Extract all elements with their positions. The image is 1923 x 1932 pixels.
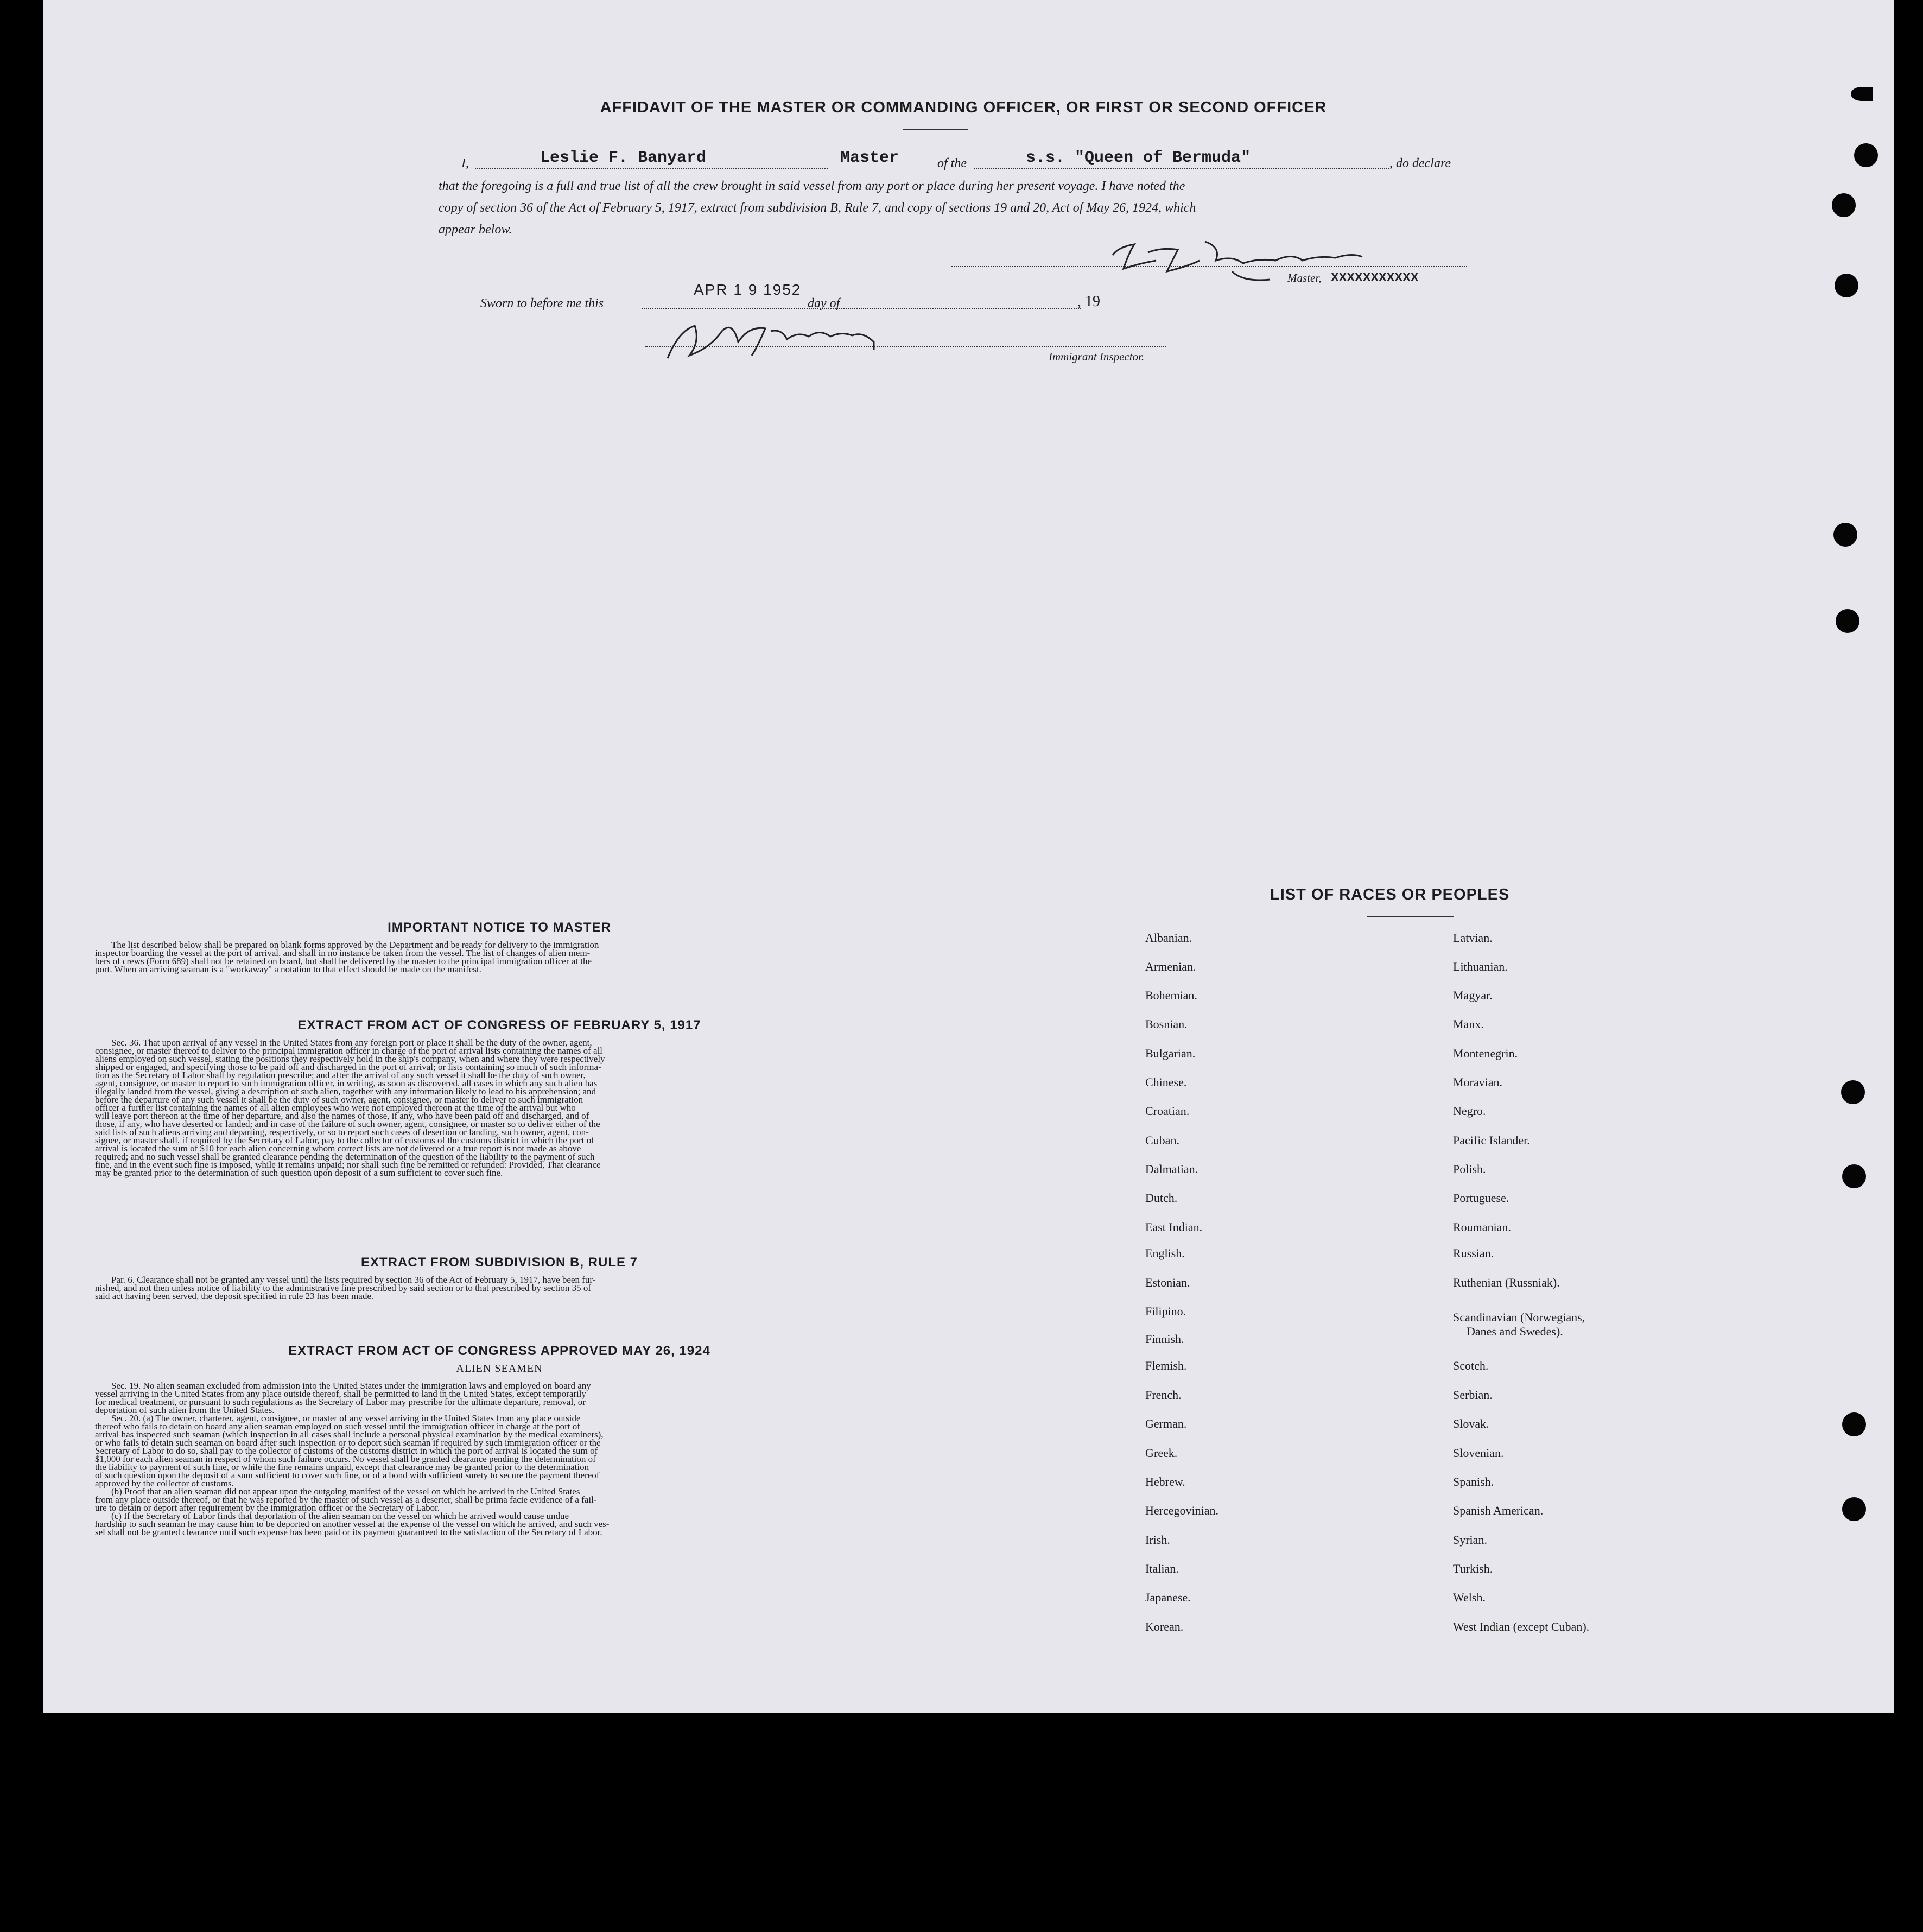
race-right-item: Slovenian.	[1453, 1446, 1504, 1460]
punch-hole-icon	[1841, 1080, 1865, 1104]
extract-1917-line: fine, and in the event such fine is imposed, while it remains unpaid; nor shall such fine be remitted or refunded: Provided, That clearance	[95, 1160, 601, 1170]
rank: Master	[840, 149, 899, 167]
race-right-item: Montenegrin.	[1453, 1047, 1518, 1060]
inspector-label: Immigrant Inspector.	[1049, 350, 1145, 363]
extract-1924-line: the liability to payment of such fine, or while the fine remains unpaid, except that clearance may be granted prior to the determination	[95, 1462, 589, 1472]
extract-rule7-line: Par. 6. Clearance shall not be granted any vessel until the lists required by section 36 of the Act of February 5, 1917, have been fur-	[111, 1275, 596, 1285]
of-the-label: of the	[937, 156, 967, 170]
race-left-item: Italian.	[1145, 1562, 1179, 1575]
race-right-item: Negro.	[1453, 1104, 1486, 1118]
race-right-item: West Indian (except Cuban).	[1453, 1620, 1590, 1633]
extract-1917-line: illegally landed from the vessel, giving a description of such alien, together with any information likely to lead to his apprehension; and	[95, 1086, 596, 1097]
race-right-item: Scandinavian (Norwegians,	[1453, 1310, 1585, 1324]
extract-1924-line: arrival has inspected such seaman (which inspection in all cases shall include a personal physical examination by the medical examiners),	[95, 1429, 604, 1440]
extract-1917-line: agent, consignee, or master to report to such immigration officer, in writing, as soon as discovered, all cases in which any such alien has	[95, 1078, 598, 1088]
punch-hole-icon	[1836, 609, 1859, 633]
extract-1917-line: may be granted prior to the determination of such question upon deposit of a sum sufficient to cover such fine.	[95, 1168, 503, 1178]
punch-hole-icon	[1832, 193, 1856, 217]
notice-line: port. When an arriving seaman is a "workaway" a notation to that effect should be made on the manifest.	[95, 964, 481, 974]
race-left-item: Chinese.	[1145, 1075, 1187, 1089]
vessel-name: s.s. "Queen of Bermuda"	[1026, 149, 1251, 167]
extract-1917-body	[95, 1038, 904, 1177]
race-left-item: Croatian.	[1145, 1104, 1190, 1118]
extract-1917-line: before the departure of any such vessel it shall be the duty of such owner, agent, consignee, or master to deliver to such immigration	[95, 1094, 583, 1105]
extract-rule7-line: said act having been served, the deposit specified in rule 23 has been made.	[95, 1291, 374, 1301]
race-left-item: Korean.	[1145, 1620, 1184, 1633]
races-title: LIST OF RACES OR PEOPLES	[1270, 886, 1510, 903]
race-right-item: Portuguese.	[1453, 1191, 1509, 1205]
extract-1924-line: Sec. 20. (a) The owner, charterer, agent, consignee, or master of any vessel arriving in the United States from any place outside	[111, 1413, 581, 1423]
race-right-item: Magyar.	[1453, 989, 1493, 1002]
race-left-item: Estonian.	[1145, 1276, 1190, 1289]
race-left-item: German.	[1145, 1417, 1187, 1430]
race-right-item: Ruthenian (Russniak).	[1453, 1276, 1560, 1289]
extract-1917-line: those, if any, who have deserted or landed; and in case of the failure of such owner, agent, consignee, or master so to deliver either of the	[95, 1119, 600, 1129]
race-right-item: Lithuanian.	[1453, 960, 1508, 973]
race-left-item: Flemish.	[1145, 1359, 1187, 1372]
race-right-item: Syrian.	[1453, 1533, 1487, 1547]
race-left-item: French.	[1145, 1388, 1182, 1402]
extract-1917-line: required; and no such vessel shall be granted clearance pending the determination of the question of the liability to the payment of such	[95, 1151, 595, 1162]
race-right-item: Manx.	[1453, 1017, 1484, 1031]
race-left-item: Armenian.	[1145, 960, 1196, 973]
race-left-item: Dalmatian.	[1145, 1162, 1198, 1176]
race-left-item: Greek.	[1145, 1446, 1178, 1460]
race-right-item: Spanish.	[1453, 1475, 1494, 1488]
inspector-signature	[657, 309, 939, 372]
punch-hole-icon	[1835, 274, 1858, 297]
extract-rule7-title: EXTRACT FROM SUBDIVISION B, RULE 7	[360, 1255, 638, 1270]
affidavit-title: AFFIDAVIT OF THE MASTER OR COMMANDING OFFICER, OR FIRST OR SECOND OFFICER	[600, 99, 1327, 116]
extract-1917-line: tion as the Secretary of Labor shall by regulation prescribe; and after the arrival of any such vessel it shall be the duty of such owner,	[95, 1070, 586, 1080]
extract-1917-line: signee, or master shall, if required by the Secretary of Labor, pay to the collector of customs of the customs district in which the port of	[95, 1135, 594, 1145]
extract-1917-line: said lists of such aliens arriving and departing, respectively, or so to report such cases of desertion or landing, such owner, agent, con-	[95, 1127, 589, 1137]
race-left-item: Hebrew.	[1145, 1475, 1185, 1488]
race-right-item: Slovak.	[1453, 1417, 1489, 1430]
master-label: Master,	[1287, 271, 1322, 284]
extract-1924-subtitle: ALIEN SEAMEN	[456, 1363, 543, 1374]
race-right-item: Welsh.	[1453, 1591, 1486, 1604]
master-struck-text: XXXXXXXXXXX	[1331, 270, 1419, 284]
extract-1917-line: consignee, or master thereof to deliver to the principal immigration officer in charge of the port of arrival lists containing the names of all	[95, 1046, 603, 1056]
extract-1924-line: or who fails to detain such seaman on board after such inspection or to deport such seaman if required by such immigration officer or the	[95, 1437, 601, 1448]
extract-1924-line: of such question upon the deposit of a sum sufficient to cover such fine, or of a bond with sufficient surety to secure the payment thereof	[95, 1470, 600, 1480]
race-right-item: Turkish.	[1453, 1562, 1493, 1575]
race-left-item: Bohemian.	[1145, 989, 1197, 1002]
race-right-item-scandinavian	[1453, 1310, 1681, 1339]
extract-1917-line: aliens employed on such vessel, stating the positions they respectively hold in the ship's company, when and where they were respectively	[95, 1054, 605, 1064]
race-left-item: Bosnian.	[1145, 1017, 1188, 1031]
race-left-item: Cuban.	[1145, 1133, 1179, 1147]
race-left-item: Finnish.	[1145, 1332, 1184, 1346]
affidavit-line-3: copy of section 36 of the Act of February 5, 1917, extract from subdivision B, Rule 7, and copy of sections 19 and 20, Act of May 26, 1924, which	[439, 201, 1196, 215]
extract-1924-line: ure to detain or deport after requirement by the immigration officer or the Secretary of Labor.	[95, 1503, 440, 1513]
vessel-line	[974, 168, 1389, 169]
extract-1924-line: (b) Proof that an alien seaman did not appear upon the outgoing manifest of the vessel on which he arrived in the United States	[111, 1486, 580, 1497]
sworn-prefix: Sworn to before me this	[480, 296, 604, 311]
extract-1924-line: thereof who fails to detain on board any alien seaman employed on such vessel until the immigration officer in charge at the port of	[95, 1421, 580, 1431]
extract-1924-line: approved by the collector of customs.	[95, 1478, 234, 1488]
sworn-date-stamp: APR 1 9 1952	[694, 281, 802, 298]
title-rule	[903, 129, 968, 130]
race-left-item: Japanese.	[1145, 1591, 1191, 1604]
race-right-item: Russian.	[1453, 1246, 1494, 1260]
punch-hole-icon	[1842, 1164, 1866, 1188]
race-right-item: Serbian.	[1453, 1388, 1493, 1402]
extract-1924-line: (c) If the Secretary of Labor finds that deportation of the alien seaman on the vessel on which he arrived would cause undue	[111, 1511, 569, 1521]
race-right-item: Spanish American.	[1453, 1504, 1544, 1517]
extract-rule7-body	[95, 1276, 904, 1300]
extract-rule7-line: nished, and not then unless notice of liability to the administrative fine prescribed by said section or to that prescribed by section 35 of	[95, 1283, 591, 1293]
extract-1924-line: for medical treatment, or pursuant to such regulations as the Secretary of Labor may prescribe for the ultimate departure, removal, or	[95, 1397, 586, 1407]
notice-body	[95, 941, 904, 973]
punch-hole-icon	[1854, 143, 1878, 167]
race-right-item: Latvian.	[1453, 931, 1493, 945]
punch-hole-icon	[1842, 1412, 1866, 1436]
race-left-item: English.	[1145, 1246, 1185, 1260]
affidavit-line-2: that the foregoing is a full and true list of all the crew brought in said vessel from any port or place during her present voyage. I have noted the	[439, 179, 1185, 193]
extract-1917-line: Sec. 36. That upon arrival of any vessel in the United States from any foreign port or place it shall be the duty of the owner, agent,	[111, 1037, 592, 1048]
notice-title: IMPORTANT NOTICE TO MASTER	[388, 920, 611, 935]
race-left-item: Bulgarian.	[1145, 1047, 1196, 1060]
do-declare: , do declare	[1389, 156, 1451, 170]
extract-1924-line: hardship to such seaman he may cause him to be deported on another vessel at the expense of the vessel on which he arrived, and such ves-	[95, 1519, 610, 1529]
race-left-item: Filipino.	[1145, 1304, 1186, 1318]
extract-1924-title: EXTRACT FROM ACT OF CONGRESS APPROVED MAY 26, 1924	[288, 1344, 710, 1358]
race-right-item: Polish.	[1453, 1162, 1486, 1176]
race-left-item: Hercegovinian.	[1145, 1504, 1218, 1517]
race-left-item: East Indian.	[1145, 1220, 1203, 1234]
extract-1924-line: vessel arriving in the United States from any place outside thereof, shall be permitted to land in the United States, except temporarily	[95, 1389, 586, 1399]
extract-1924-line: $1,000 for each alien seaman in respect of whom such failure occurs. No vessel shall be granted clearance pending the determination of	[95, 1454, 596, 1464]
extract-1917-line: arrival is located the sum of $10 for each alien concerning whom correct lists are not delivered or a true report is not made as above	[95, 1143, 581, 1154]
notice-line: bers of crews (Form 689) shall not be retained on board, but shall be delivered by the master to the principal immigration officer at the	[95, 956, 592, 966]
race-right-item: Pacific Islander.	[1453, 1133, 1530, 1147]
race-right-item: Roumanian.	[1453, 1220, 1511, 1234]
affidavit-line-4: appear below.	[439, 223, 512, 237]
race-right-item: Moravian.	[1453, 1075, 1503, 1089]
extract-1924-body	[95, 1382, 904, 1536]
extract-1917-title: EXTRACT FROM ACT OF CONGRESS OF FEBRUARY 5, 1917	[297, 1018, 701, 1032]
extract-1924-line: sel shall not be granted clearance until such expense has been paid or its payment guaranteed to the satisfaction of the Secretary of Labor.	[95, 1527, 602, 1537]
race-right-item-cont: Danes and Swedes).	[1467, 1325, 1563, 1338]
punch-hole-icon	[1851, 87, 1873, 101]
races-title-rule	[1367, 916, 1454, 917]
extract-1917-line: shipped or engaged, and specifying those to be paid off and discharged in the port of arrival; or lists containing so much of such informa-	[95, 1062, 601, 1072]
name-line	[475, 168, 828, 169]
extract-1924-line: deportation of such alien from the United States.	[95, 1405, 275, 1415]
race-left-item: Albanian.	[1145, 931, 1192, 945]
notice-line: The list described below shall be prepared on blank forms approved by the Department and be ready for delivery to the immigration	[111, 940, 599, 950]
race-left-item: Irish.	[1145, 1533, 1170, 1547]
race-left-item: Dutch.	[1145, 1191, 1178, 1205]
extract-1924-line: Sec. 19. No alien seaman excluded from admission into the United States under the immigration laws and employed on board any	[111, 1380, 591, 1391]
affidavit-prefix: I,	[461, 156, 469, 170]
extract-1917-line: will leave port thereon at the time of her departure, and also the names of those, if any, who have been paid off and discharged, and of	[95, 1111, 589, 1121]
extract-1917-line: officer a further list containing the names of all alien employees who were not employed thereon at the time of the arrival but who	[95, 1103, 576, 1113]
extract-1924-line: Secretary of Labor to do so, shall pay to the collector of customs of the customs district in which the port of arrival is located the sum of	[95, 1446, 598, 1456]
year-prefix: , 19	[1077, 293, 1100, 310]
punch-hole-icon	[1842, 1497, 1866, 1521]
master-name: Leslie F. Banyard	[540, 149, 707, 167]
day-of-label: day of	[808, 296, 840, 311]
race-right-item: Scotch.	[1453, 1359, 1489, 1372]
extract-1924-line: from any place outside thereof, or that he was reported by the master of such vessel as a deserter, shall be prima facie evidence of a fail-	[95, 1494, 597, 1505]
notice-line: inspector boarding the vessel at the port of arrival, and shall in no instance be taken from the vessel. The list of changes of alien mem-	[95, 948, 591, 958]
punch-hole-icon	[1833, 523, 1857, 547]
